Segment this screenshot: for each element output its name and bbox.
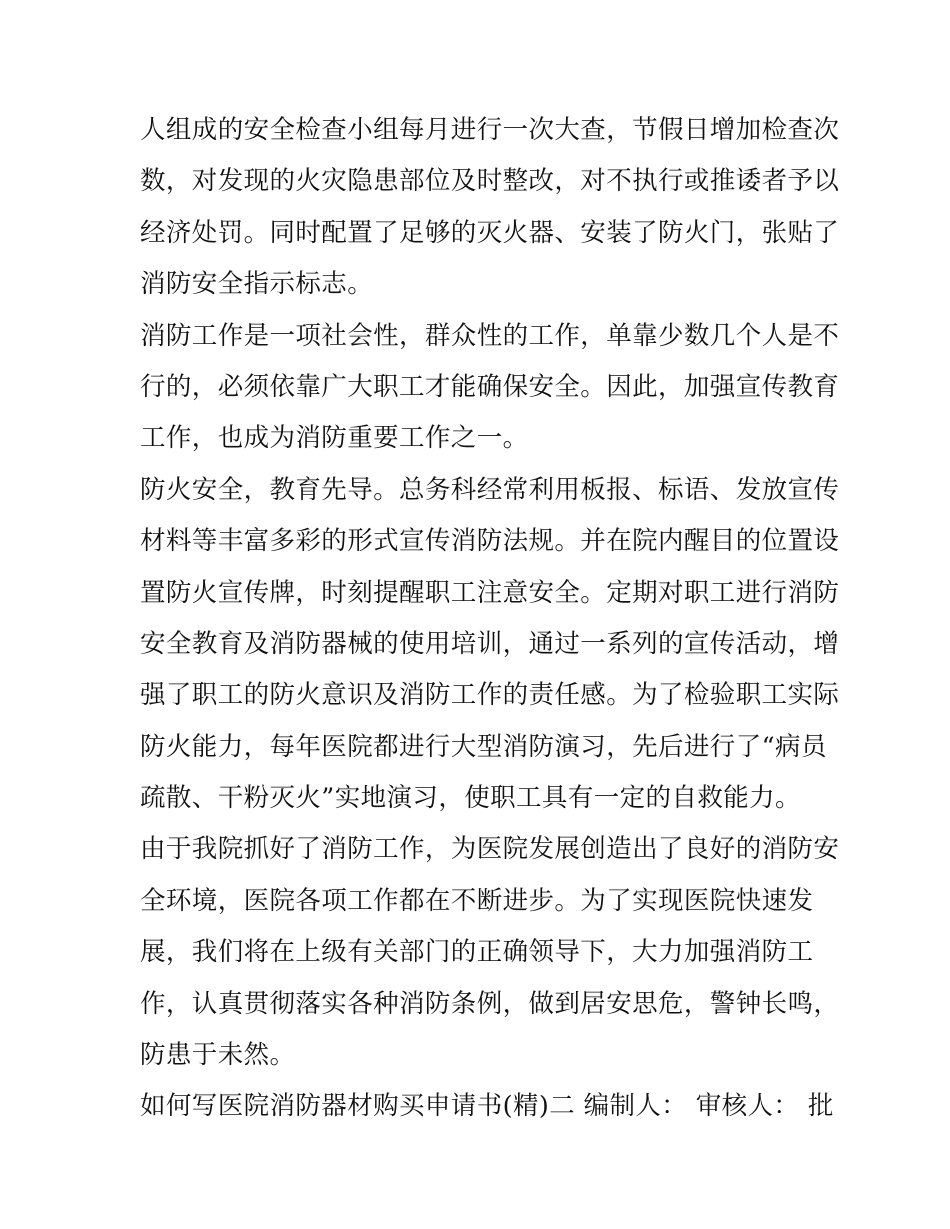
document-body	[140, 105, 840, 1133]
text-line: 由于我院抓好了消防工作，为医院发展创造出了良好的消防安	[140, 834, 840, 865]
text-line: 材料等丰富多彩的形式宣传消防法规。并在院内醒目的位置设	[140, 526, 840, 557]
text-line: 强了职工的防火意识及消防工作的责任感。为了检验职工实际	[140, 680, 840, 711]
text-line: 如何写医院消防器材购买申请书(精)二 编制人： 审核人： 批	[140, 1091, 834, 1122]
text-line: 经济处罚。同时配置了足够的灭火器、安装了防火门，张贴了	[140, 217, 840, 248]
text-line: 消防工作是一项社会性，群众性的工作，单靠少数几个人是不	[140, 320, 840, 351]
text-line: 人组成的安全检查小组每月进行一次大查，节假日增加检查次	[140, 115, 840, 145]
text-line: 行的，必须依靠广大职工才能确保安全。因此，加强宣传教育	[140, 371, 840, 402]
text-line: 疏散、干粉灭火”实地演习，使职工具有一定的自救能力。	[140, 783, 801, 814]
text-line: 安全教育及消防器械的使用培训，通过一系列的宣传活动，增	[140, 628, 840, 659]
text-line: 置防火宣传牌，时刻提醒职工注意安全。定期对职工进行消防	[140, 577, 840, 608]
text-line: 数，对发现的火灾隐患部位及时整改，对不执行或推诿者予以	[140, 166, 840, 197]
text-line: 消防安全指示标志。	[140, 269, 374, 300]
text-line: 展，我们将在上级有关部门的正确领导下，大力加强消防工	[140, 937, 814, 968]
text-line: 作，认真贯彻落实各种消防条例，做到居安思危，警钟长鸣，	[140, 988, 840, 1019]
text-line: 工作，也成为消防重要工作之一。	[140, 423, 529, 454]
text-line: 防患于未然。	[140, 1040, 296, 1071]
text-line: 防火安全，教育先导。总务科经常利用板报、标语、发放宣传	[140, 474, 840, 505]
text-line: 防火能力，每年医院都进行大型消防演习，先后进行了“病员	[140, 731, 827, 762]
text-line: 全环境，医院各项工作都在不断进步。为了实现医院快速发	[140, 885, 814, 916]
